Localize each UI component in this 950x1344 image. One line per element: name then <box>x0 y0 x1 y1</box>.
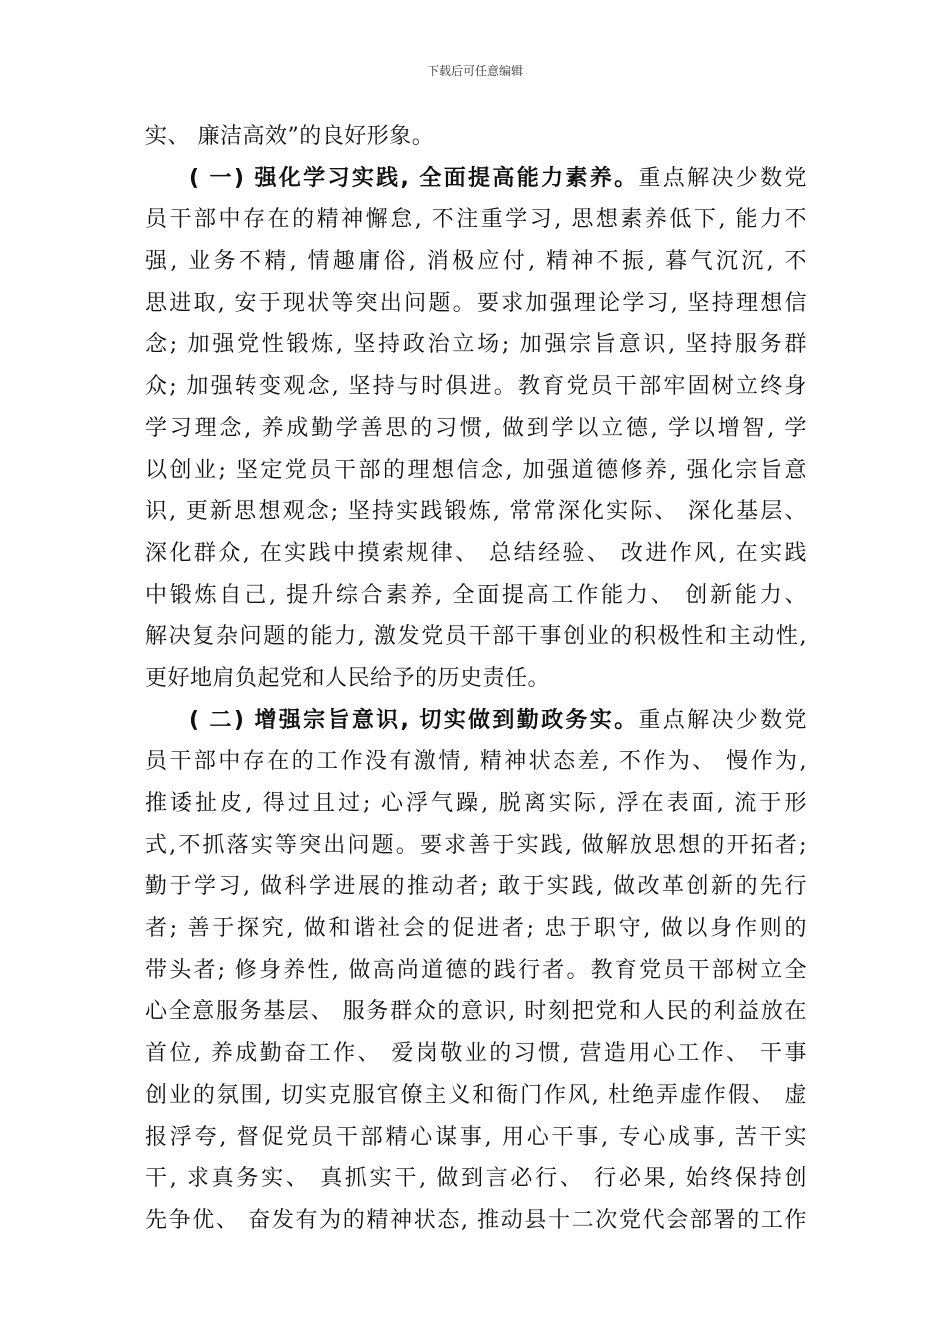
page-header-note: 下载后可任意编辑 <box>426 64 523 78</box>
section-1-heading: ( 一) 强化学习实践, 全面提高能力素养。 <box>189 165 639 191</box>
text-line: 心全意服务基层、 服务群众的意识, 时刻把党和人民的利益放在 <box>145 999 807 1025</box>
text-line: 推诿扯皮, 得过且过; 心浮气躁, 脱离实际, 浮在表面, 流于形 <box>145 791 807 816</box>
text-line: 深化群众, 在实践中摸索规律、 总结经验、 改进作风, 在实践 <box>145 540 807 566</box>
text-line: 首位, 养成勤奋工作、 爱岗敬业的习惯, 营造用心工作、 干事 <box>145 1041 807 1067</box>
text-line: 式,不抓落实等突出问题。要求善于实践, 做解放思想的开拓者; <box>145 832 807 858</box>
text-line: 念; 加强党性锻炼, 坚持政治立场; 加强宗旨意识, 坚持服务群 <box>145 332 807 358</box>
text-line: 干, 求真务实、 真抓实干, 做到言必行、 行必果, 始终保持创 <box>145 1166 807 1192</box>
section-1-first-line <box>145 158 807 200</box>
text-line: 员干部中存在的精神懈怠, 不注重学习, 思想素养低下, 能力不 <box>145 207 807 233</box>
text-line: 者; 善于探究, 做和谐社会的促进者; 忠于职守, 做以身作则的 <box>145 916 807 942</box>
text-line: 学习理念, 养成勤学善思的习惯, 做到学以立德, 学以增智, 学 <box>145 415 807 441</box>
text-line: 解决复杂问题的能力, 激发党员干部干事创业的积极性和主动性, <box>145 624 807 650</box>
text-line: 报浮夸, 督促党员干部精心谋事, 用心干事, 专心成事, 苦干实 <box>145 1124 807 1150</box>
text-line: 创业的氛围, 切实克服官僚主义和衙门作风, 杜绝弄虚作假、 虚 <box>145 1082 807 1108</box>
text-line: 以创业; 坚定党员干部的理想信念, 加强道德修养, 强化宗旨意 <box>145 457 807 483</box>
text-line: 更好地肩负起党和人民给予的历史责任。 <box>145 665 551 691</box>
section-2-heading: ( 二) 增强宗旨意识, 切实做到勤政务实。 <box>189 707 639 733</box>
text-line: 员干部中存在的工作没有激情, 精神状态差, 不作为、 慢作为, <box>145 749 807 775</box>
text-line: 勤于学习, 做科学进展的推动者; 敢于实践, 做改革创新的先行 <box>145 874 807 900</box>
text-line-run: 重点解决少数党 <box>638 165 807 191</box>
text-line: 思进取, 安于现状等突出问题。要求加强理论学习, 坚持理想信 <box>145 290 807 316</box>
text-line: 带头者; 修身养性, 做高尚道德的践行者。教育党员干部树立全 <box>145 957 807 983</box>
text-line-run: 重点解决少数党 <box>638 707 807 733</box>
section-2-first-line <box>145 700 807 742</box>
text-line: 实、 廉洁高效”的良好形象。 <box>145 124 435 149</box>
document-body <box>145 116 807 1242</box>
text-line: 识, 更新思想观念; 坚持实践锻炼, 常常深化实际、 深化基层、 <box>145 499 807 525</box>
text-line: 先争优、 奋发有为的精神状态, 推动县十二次党代会部署的工作 <box>145 1207 807 1233</box>
text-line: 众; 加强转变观念, 坚持与时俱进。教育党员干部牢固树立终身 <box>145 374 807 400</box>
text-line: 强, 业务不精, 情趣庸俗, 消极应付, 精神不振, 暮气沉沉, 不 <box>145 249 807 275</box>
text-line: 中锻炼自己, 提升综合素养, 全面提高工作能力、 创新能力、 <box>145 582 807 608</box>
